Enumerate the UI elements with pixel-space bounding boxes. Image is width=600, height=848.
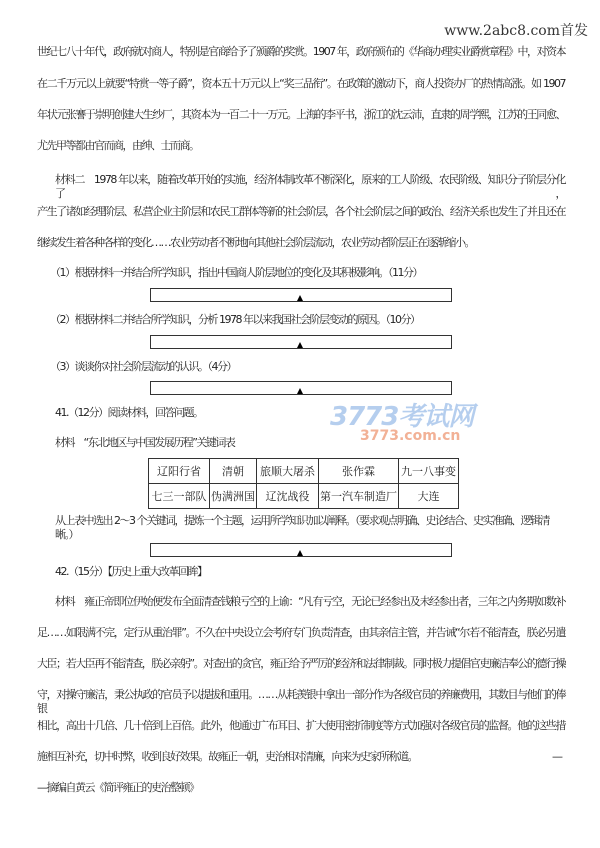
question-2: （2）根据材料二并结合所学知识，分析 1978 年以来我国社会阶层变动的原因。（10分） <box>50 313 420 326</box>
answer-box-3[interactable] <box>150 381 452 395</box>
q41-material: 材料 “东北地区与中国发展历程”关键词表 <box>55 436 235 449</box>
q42-title: 42.（15分）【历史上重大改革回眸】 <box>55 565 207 578</box>
table-cell: 第一汽车制造厂 <box>319 484 399 509</box>
q42-line: 材料 雍正帝即位伊始便发布全面清查钱粮亏空的上谕：“凡有亏空，无论已经参出及未经参出者，三年之内务期如数补 <box>55 595 565 608</box>
passage-line: 在二千万元以上就要“特赏一等子爵”，资本五十万元以上“奖三品衔”。在政策的激动下，商人投资办厂的热情高涨。如 1907 <box>37 77 565 90</box>
q42-line: 相比，高出十几倍、几十倍到上百倍。此外，他通过广布耳目、扩大使用密折制度等方式加强对各级官员的监督。他的这些措 <box>37 719 565 732</box>
answer-box-1[interactable] <box>150 288 452 302</box>
table-cell: 七三一部队 <box>149 484 210 509</box>
passage-line: 世纪七八十年代，政府就对商人，特别是官商给予了颁爵的奖赏。1907 年，政府颁布的《华商办理实业爵赏章程》中，对资本 <box>37 45 565 58</box>
table-cell: 张作霖 <box>319 459 399 484</box>
watermark-url: 3773.com.cn <box>360 428 461 444</box>
table-cell: 伪满洲国 <box>210 484 257 509</box>
q42-line: 施相互补充，切中时弊，收到良好效果。故雍正一朝，吏治相对清廉，向来为史家所称道。 <box>37 750 417 763</box>
keyword-table <box>148 458 459 509</box>
q41-instruction: 从上表中选出 2～3 个关键词，提炼一个主题，运用所学知识加以阐释。（要求观点明确、史论结合、史实准确、逻辑清晰。） <box>55 514 549 541</box>
question-3: （3）谈谈你对社会阶层流动的认识。（4分） <box>50 360 236 373</box>
passage-line: 尤先甲等都由官而商，由绅、士而商。 <box>37 139 199 152</box>
material2-line: 产生了诸如经理阶层、私营企业主阶层和农民工群体等新的社会阶层，各个社会阶层之间的政治、经济关系也发生了并且还在 <box>37 205 565 218</box>
q42-line: 足……如限满不完，定行从重治罪”。不久在中央设立会考府专门负责清查，由其亲信主管，并告诫“尔若不能清查，朕必另遣 <box>37 626 565 639</box>
site-header: www.2abc8.com首发 <box>444 23 588 39</box>
table-cell: 辽沈战役 <box>257 484 319 509</box>
material2-line: 继续发生着各种各样的变化……农业劳动者不断地向其他社会阶层流动，农业劳动者阶层正在逐渐缩小。 <box>37 236 474 249</box>
table-cell: 清朝 <box>210 459 257 484</box>
table-cell: 辽阳行省 <box>149 459 210 484</box>
q41-title: 41.（12分）阅读材料，回答问题。 <box>55 406 203 419</box>
table-cell: 九一八事变 <box>399 459 459 484</box>
material2-line: 材料二 1978 年以来，随着改革开始的实施，经济体制改革不断深化，原来的工人阶级、农民阶级、知识分子阶层分化了， <box>55 173 565 200</box>
q42-line: 大臣；若大臣再不能清查，朕必亲躬”。对查出的贪官，雍正给予严厉的经济和法律制裁。同时极力提倡官吏廉洁奉公的德行操 <box>37 657 565 670</box>
table-row <box>149 484 459 509</box>
passage-line: 年状元张謇于崇明创建大生纱厂，其资本为一百二十一万元。上海的李平书，浙江的沈云沛，直隶的周学熙，江苏的王同愈、 <box>37 108 565 121</box>
q42-source: —摘编自黄云《简评雍正的吏治整顿》 <box>37 781 199 794</box>
watermark-logo: 3773考试网 <box>330 402 474 432</box>
dash: — <box>552 750 562 763</box>
caret-up-icon <box>297 295 303 301</box>
table-cell: 大连 <box>399 484 459 509</box>
caret-up-icon <box>297 342 303 348</box>
caret-up-icon <box>297 550 303 556</box>
table-cell: 旅顺大屠杀 <box>257 459 319 484</box>
answer-box-2[interactable] <box>150 335 452 349</box>
q42-line: 守，对操守廉洁，秉公执政的官员予以提拔和重用。……从耗羡银中拿出一部分作为各级官员的养廉费用，其数目与他们的俸银 <box>37 688 565 715</box>
caret-up-icon <box>297 388 303 394</box>
question-1: （1）根据材料一并结合所学知识，指出中国商人阶层地位的变化及其积极影响。（11分） <box>50 266 422 279</box>
answer-box-41[interactable] <box>150 543 452 557</box>
table-row <box>149 459 459 484</box>
